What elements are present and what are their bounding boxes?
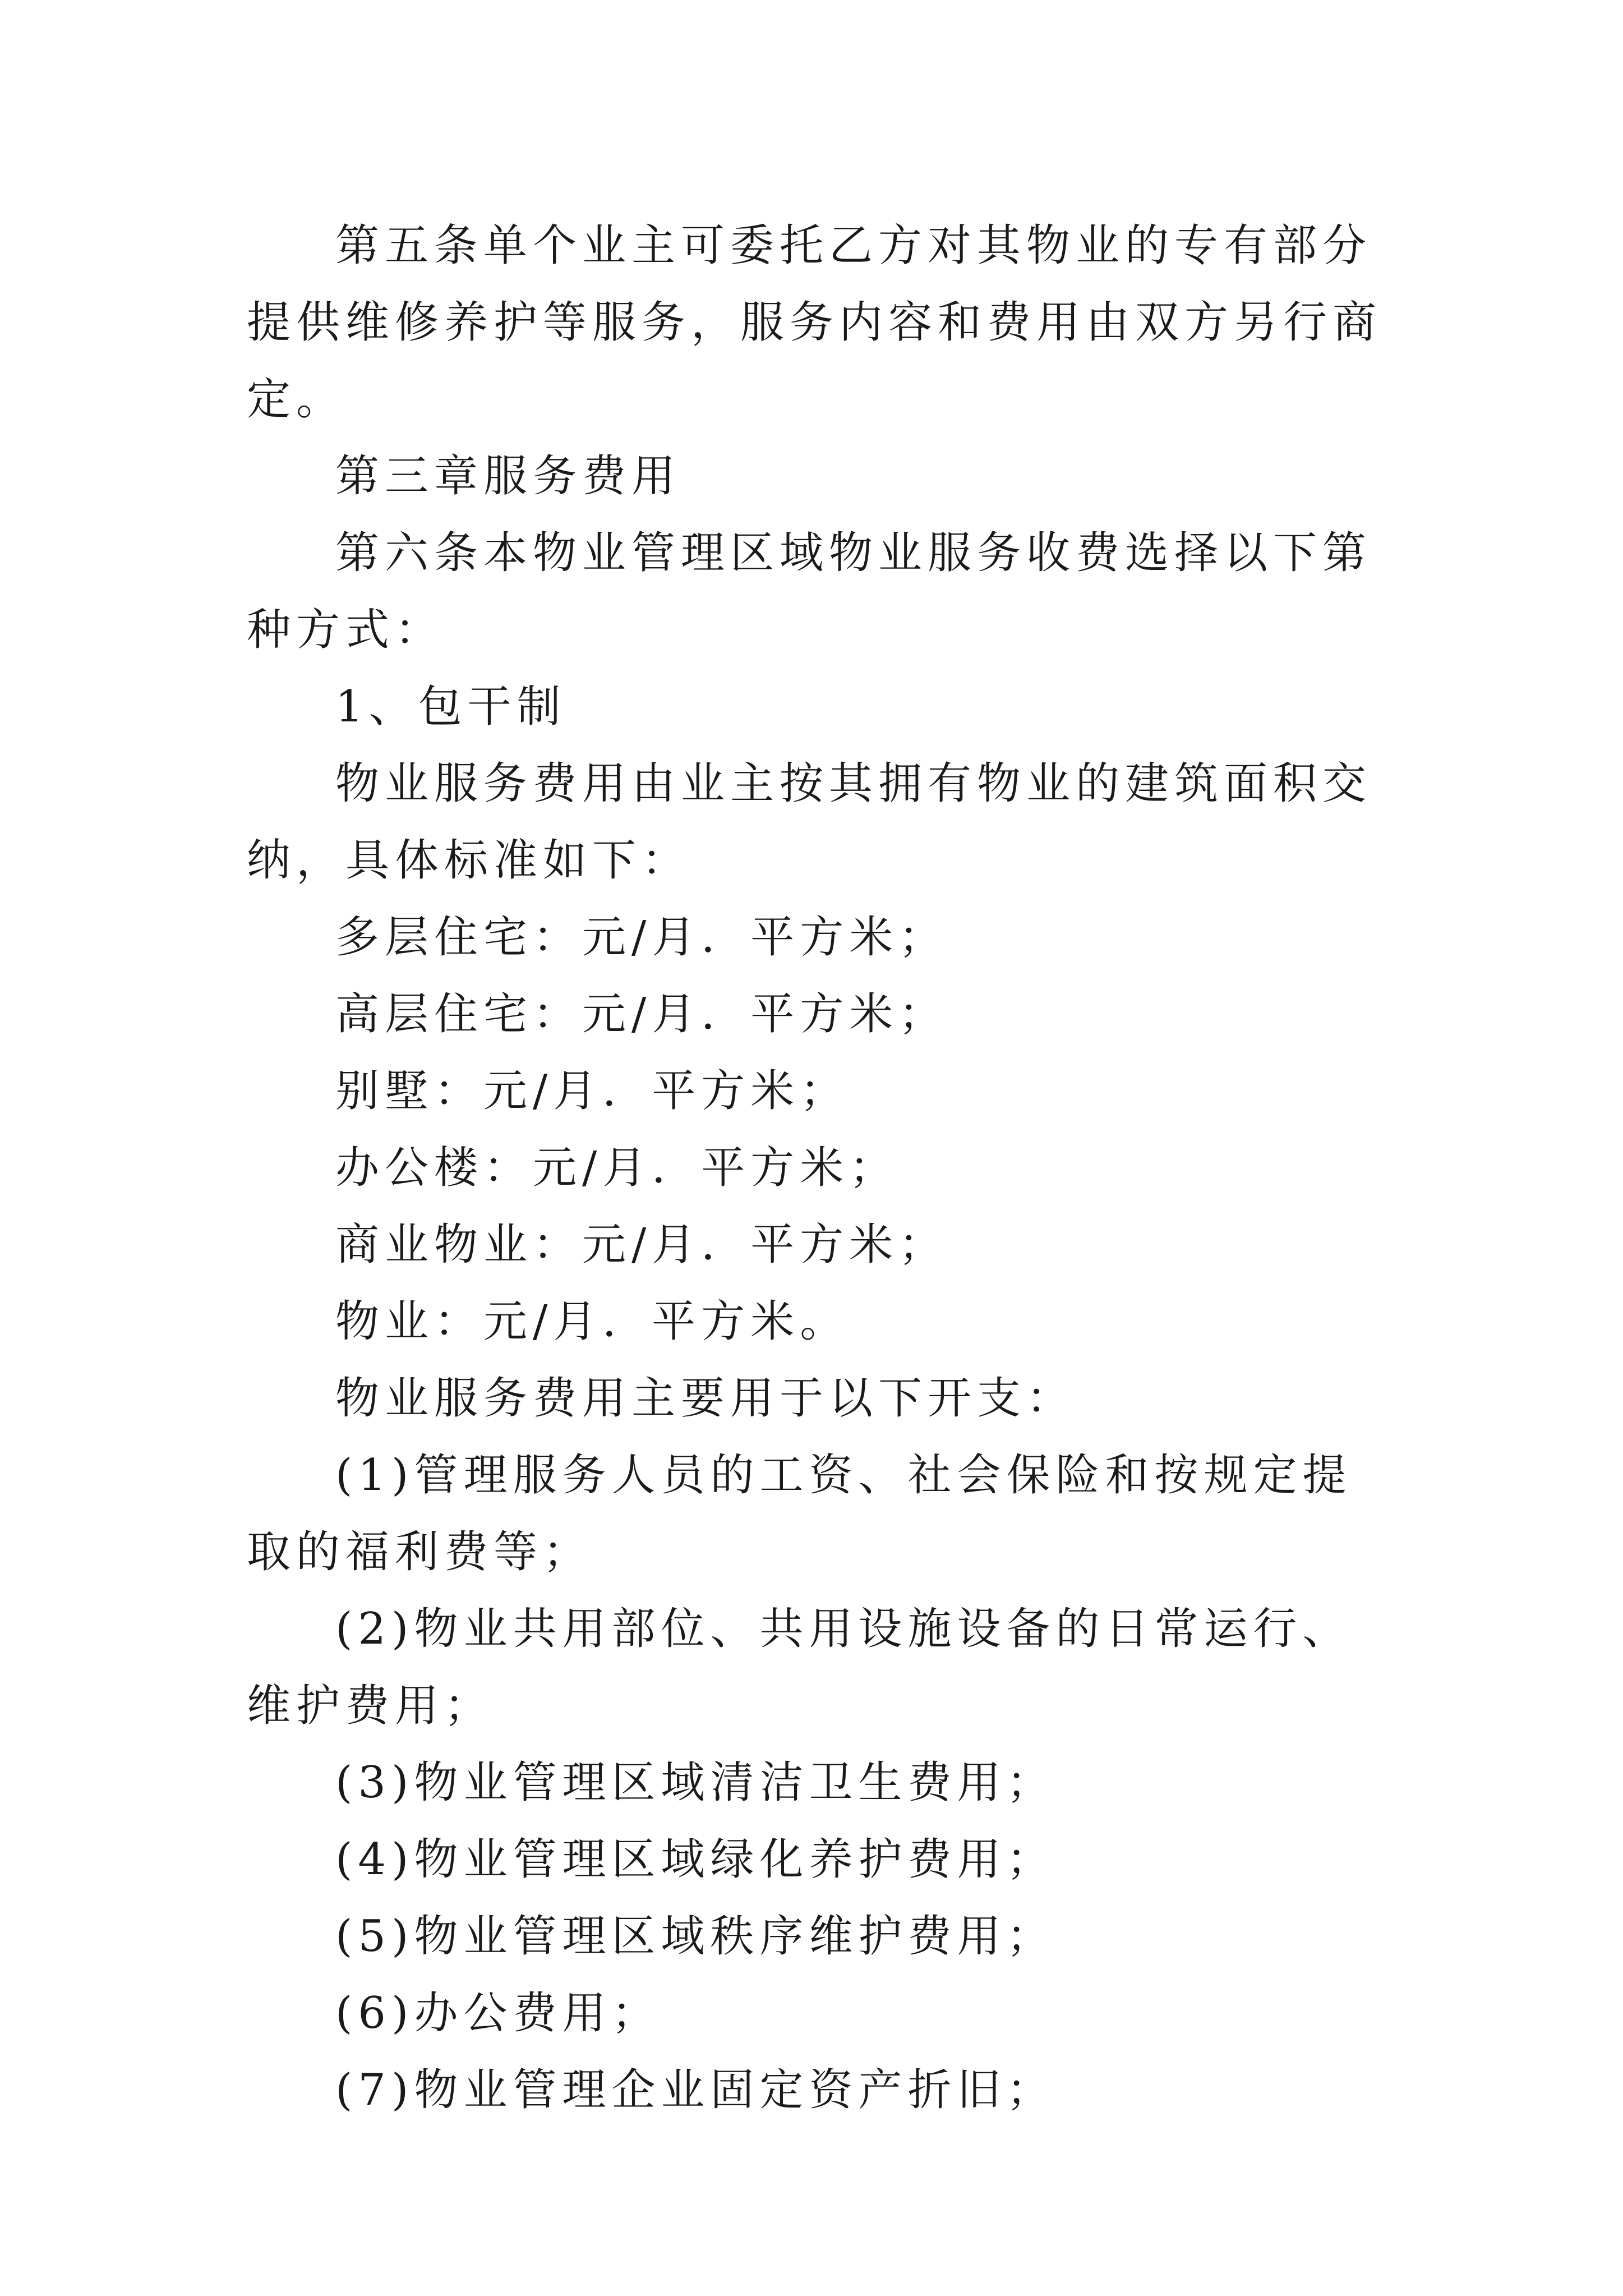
- chapter-3-heading: 第三章服务费用: [335, 451, 681, 501]
- expenditure-intro: 物业服务费用主要用于以下开支：: [335, 1373, 1076, 1424]
- fee-office-building: 办公楼：元/月．平方米；: [335, 1143, 899, 1193]
- expenditure-item-4: (4)物业管理区域绿化养护费用；: [335, 1834, 1056, 1885]
- expenditure-item-5: (5)物业管理区域秩序维护费用；: [335, 1911, 1056, 1962]
- option-1-heading: 1、包干制: [335, 682, 566, 732]
- document-body: [247, 208, 1391, 2129]
- expenditure-item-1: (1)管理服务人员的工资、社会保险和按规定提取的福利费等；: [247, 1450, 1352, 1577]
- fee-villa: 别墅：元/月．平方米；: [335, 1066, 850, 1116]
- expenditure-item-7: (7)物业管理企业固定资产折旧；: [335, 2065, 1056, 2115]
- fee-basis-paragraph: 物业服务费用由业主按其拥有物业的建筑面积交纳，具体标准如下：: [247, 758, 1372, 886]
- expenditure-item-3: (3)物业管理区域清洁卫生费用；: [335, 1757, 1056, 1808]
- expenditure-item-6: (6)办公费用；: [335, 1988, 661, 2039]
- fee-multistory-residence: 多层住宅：元/月．平方米；: [335, 912, 948, 963]
- article-5-paragraph: 第五条单个业主可委托乙方对其物业的专有部分提供维修养护等服务，服务内容和费用由双方另行商定。: [247, 220, 1382, 425]
- fee-commercial-property: 商业物业：元/月．平方米；: [335, 1220, 948, 1270]
- expenditure-item-2: (2)物业共用部位、共用设施设备的日常运行、维护费用；: [247, 1604, 1352, 1731]
- article-6-paragraph: 第六条本物业管理区域物业服务收费选择以下第 种方式：: [247, 528, 1391, 655]
- fee-property: 物业：元/月．平方米。: [335, 1296, 850, 1347]
- fee-highrise-residence: 高层住宅：元/月．平方米；: [335, 989, 948, 1039]
